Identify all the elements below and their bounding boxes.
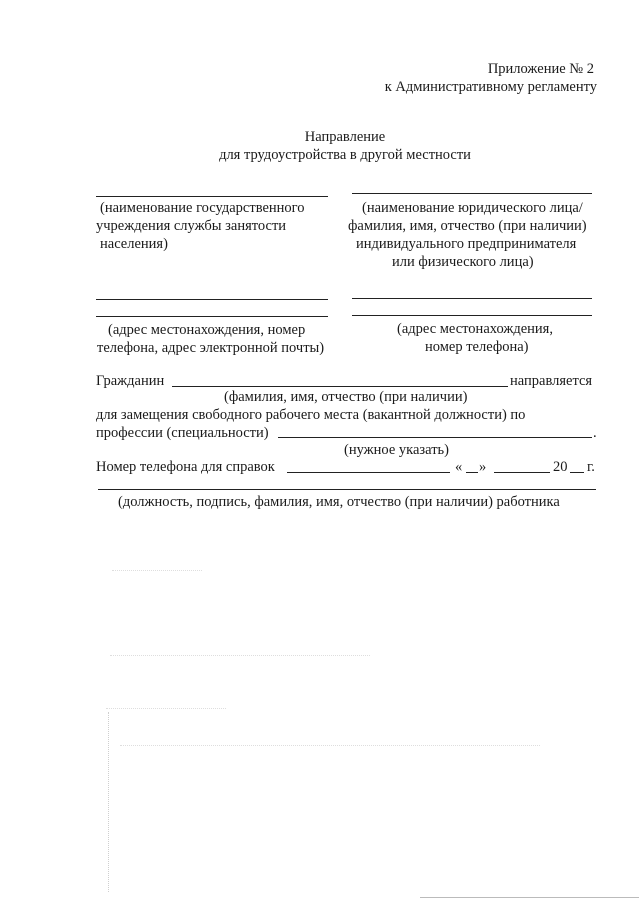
purpose-line-1: для замещения свободного рабочего места (вакантной должности) по [96, 407, 526, 423]
citizen-label: Гражданин [96, 373, 165, 389]
citizen-caption: (фамилия, имя, отчество (при наличии) [224, 389, 468, 405]
scan-artifact-speck-1 [106, 708, 226, 709]
employer-caption-1: (наименование юридического лица/ [362, 200, 583, 216]
appendix-reference: к Административному регламенту [384, 79, 597, 95]
employment-service-address-caption-1: (адрес местонахождения, номер [108, 322, 306, 338]
employer-name-line [352, 193, 592, 194]
employer-caption-2: фамилия, имя, отчество (при наличии) [348, 218, 587, 234]
date-day-line [466, 472, 478, 473]
employment-service-address-caption-2: телефона, адрес электронной почты) [97, 340, 325, 356]
citizen-name-line [172, 386, 508, 387]
employer-address-caption-1: (адрес местонахождения, [397, 321, 553, 337]
scan-artifact-vertical [108, 712, 109, 892]
employment-service-caption-3: населения) [100, 236, 168, 252]
document-subtitle: для трудоустройства в другой местности [219, 147, 471, 163]
profession-caption: (нужное указать) [344, 442, 449, 458]
employer-address-line-2 [352, 315, 592, 316]
employment-service-address-line-1 [96, 299, 328, 300]
date-year-suffix: г. [587, 459, 595, 475]
profession-period: . [593, 425, 597, 441]
scan-artifact-speck-4 [112, 570, 202, 571]
phone-line [287, 472, 450, 473]
employment-service-name-line [96, 196, 328, 197]
date-quote-close: » [479, 459, 487, 475]
employment-service-address-line-2 [96, 316, 328, 317]
appendix-number: Приложение № 2 [487, 61, 594, 77]
scan-artifact-bottom-edge [420, 897, 639, 898]
citizen-suffix: направляется [510, 373, 593, 389]
scan-artifact-speck-3 [120, 745, 540, 746]
date-quote-open: « [455, 459, 463, 475]
date-month-line [494, 472, 550, 473]
purpose-line-2-label: профессии (специальности) [96, 425, 269, 441]
employer-address-line-1 [352, 298, 592, 299]
date-year-prefix: 20 [553, 459, 568, 475]
date-year-line [570, 472, 584, 473]
document-title: Направление [304, 129, 386, 145]
signature-caption: (должность, подпись, фамилия, имя, отчество (при наличии) работника [118, 494, 560, 510]
employer-caption-3: индивидуального предпринимателя [356, 236, 577, 252]
phone-label: Номер телефона для справок [96, 459, 275, 475]
scan-artifact-speck-2 [110, 655, 370, 656]
profession-line [278, 437, 592, 438]
employment-service-caption-2: учреждения службы занятости [96, 218, 287, 234]
employer-address-caption-2: номер телефона) [425, 339, 529, 355]
employment-service-caption-1: (наименование государственного [100, 200, 305, 216]
signature-line [98, 489, 596, 490]
employer-caption-4: или физического лица) [392, 254, 534, 270]
